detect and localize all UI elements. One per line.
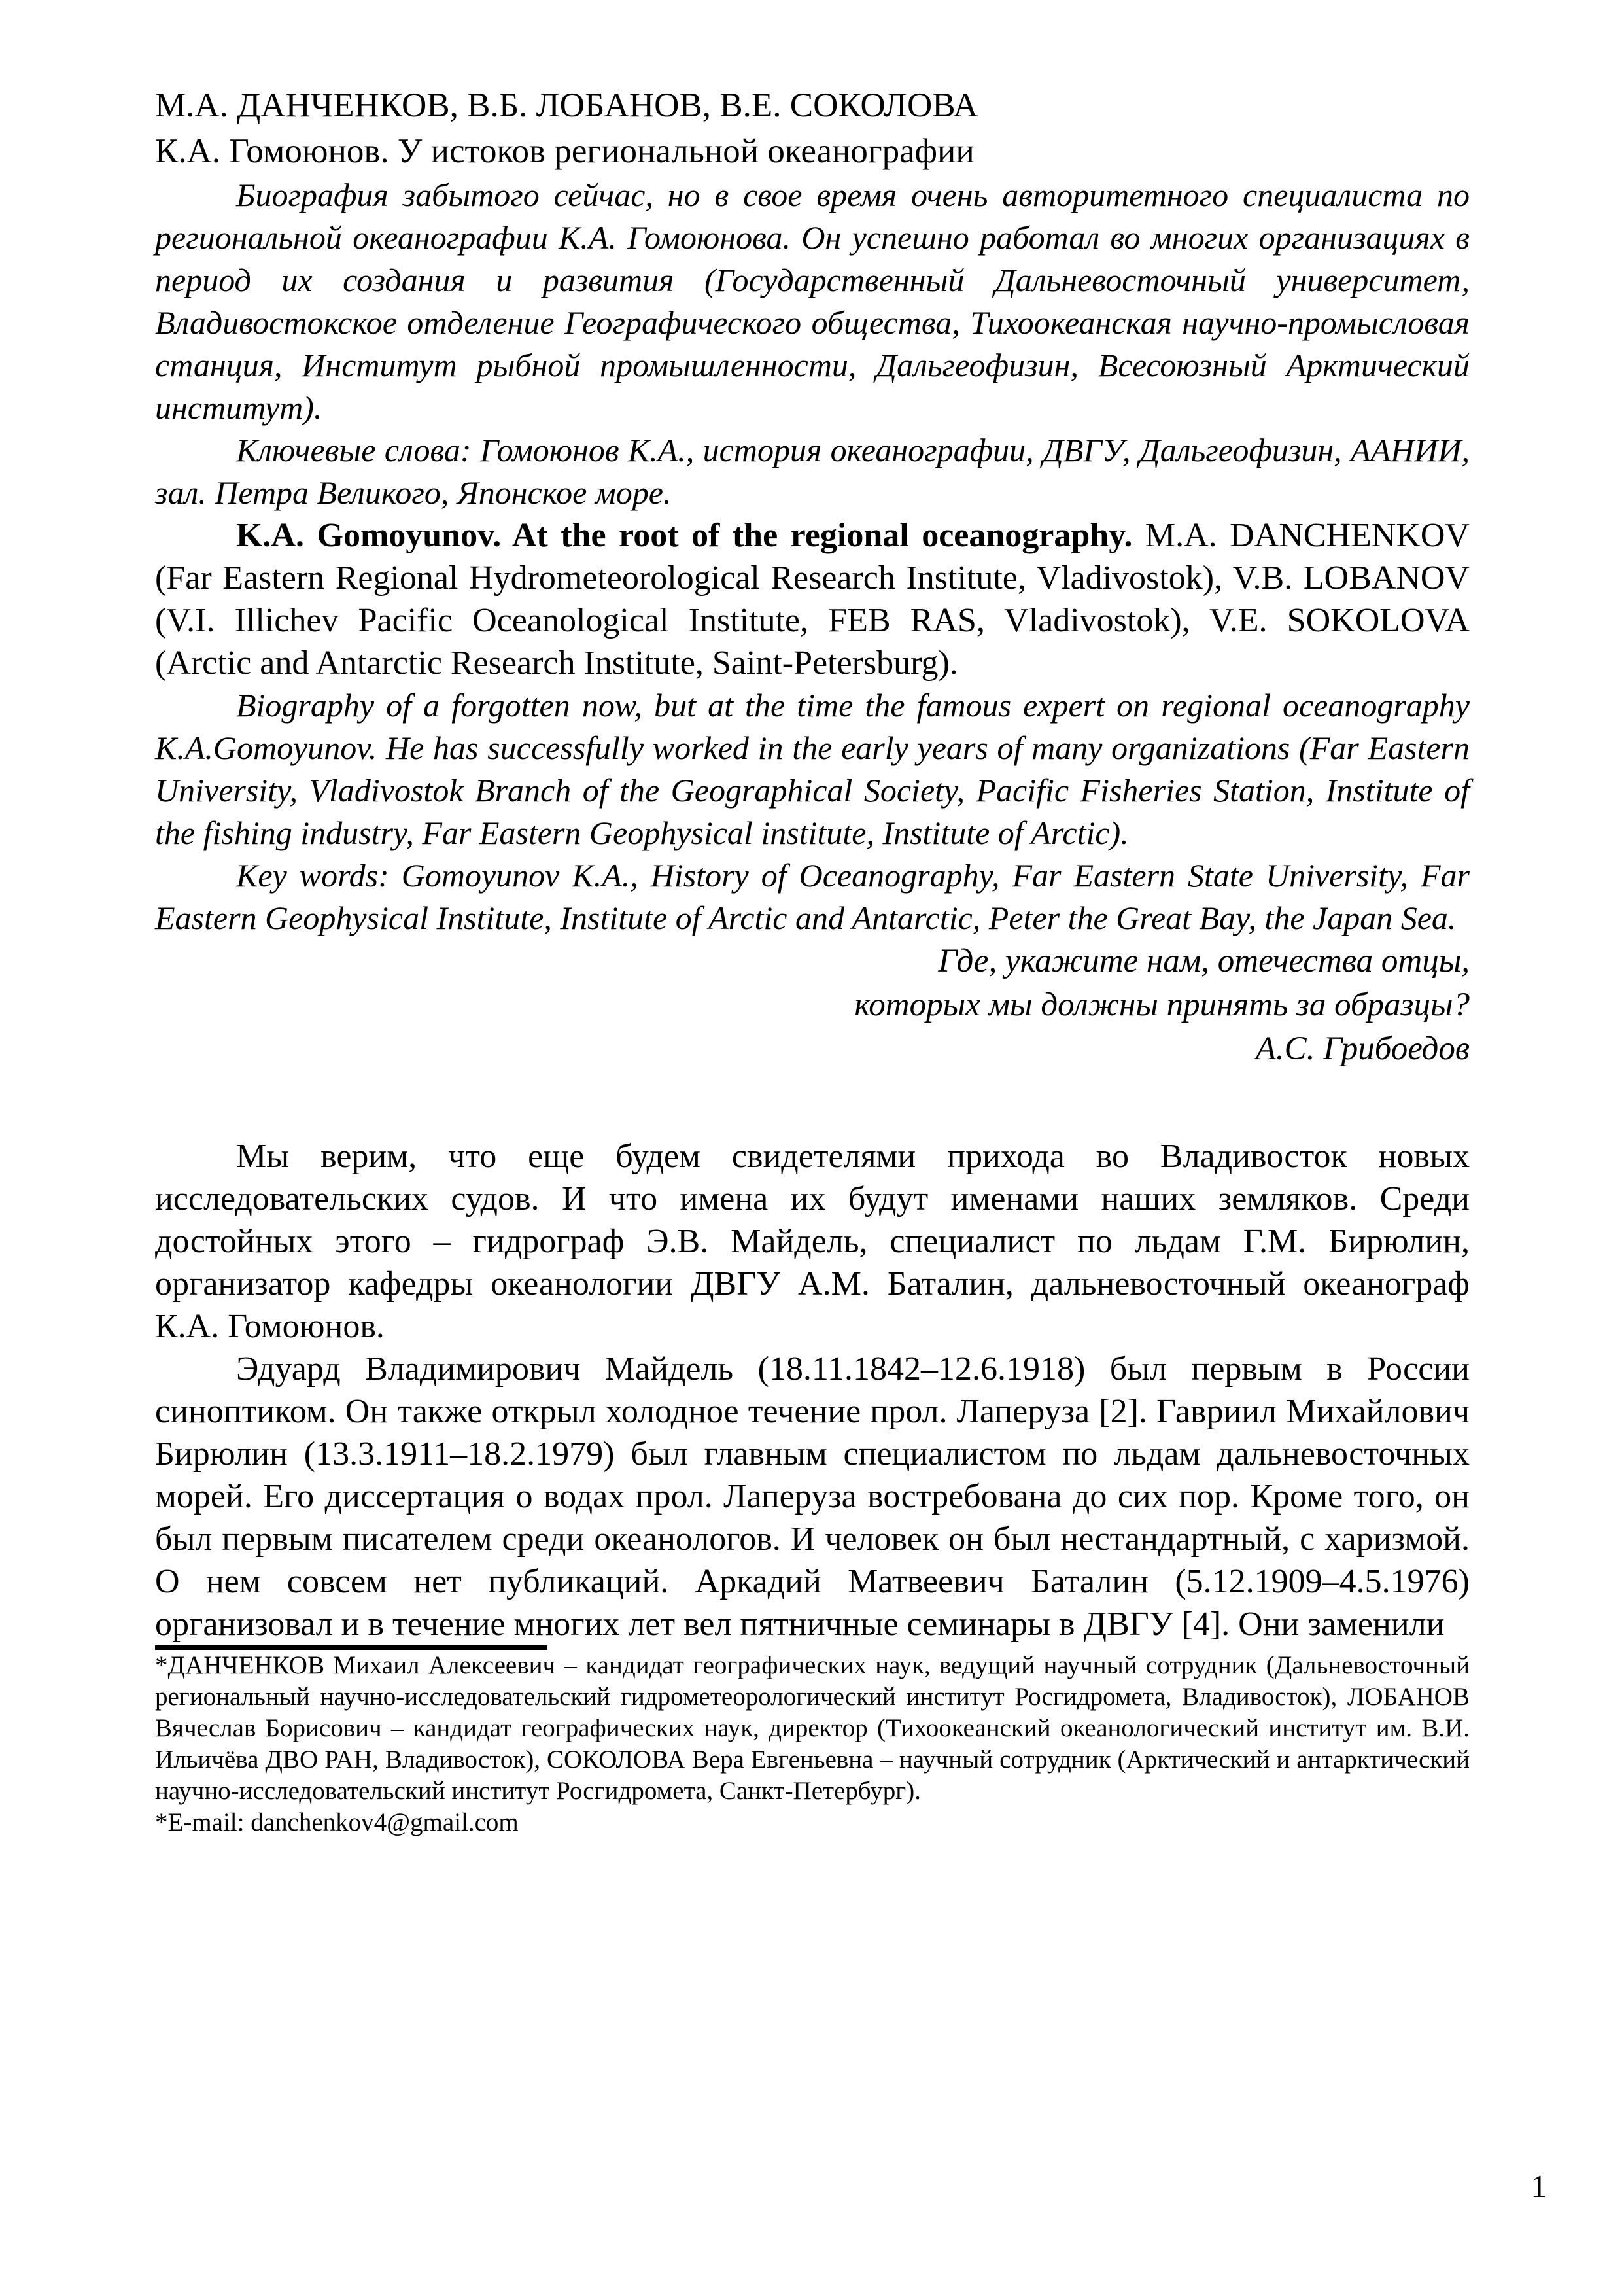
epigraph	[155, 939, 1470, 1071]
article-title-russian: К.А. Гомоюнов. У истоков региональной океанографии	[155, 132, 975, 170]
epigraph-line-2: которых мы должны принять за образцы?	[854, 987, 1470, 1023]
footnote-separator-line	[155, 1645, 547, 1650]
page-number: 1	[1530, 2168, 1547, 2204]
footnote-email: *E-mail: danchenkov4@gmail.com	[155, 1808, 519, 1836]
article-title-english: K.A. Gomoyunov. At the root of the regional oceanography.	[236, 517, 1133, 554]
article-header	[155, 82, 1470, 174]
epigraph-line-1: Где, укажите нам, отечества отцы,	[938, 943, 1470, 979]
abstract-english: Biography of a forgotten now, but at the time the famous expert on regional oceanography K.A.Gomoyunov. He has successfully worked in the early years of many organizations (Far Eastern University, Vladivostok Branch of the Geographical Society, Pacific Fisheries Station, Institute of the fishing industry, Far Eastern Geophysical institute, Institute of Arctic).	[155, 687, 1470, 851]
keywords-russian: Ключевые слова: Гомоюнов К.А., история океанографии, ДВГУ, Дальгеофизин, ААНИИ, зал. Петра Великого, Японское море.	[155, 432, 1470, 511]
english-citation-block	[155, 514, 1470, 684]
keywords-english: Key words: Gomoyunov K.A., History of Oceanography, Far Eastern State University, Far Eastern Geophysical Institute, Institute of Arctic and Antarctic, Peter the Great Bay, the Japan Sea.	[155, 857, 1470, 936]
body-paragraph-1: Мы верим, что еще будем свидетелями прихода во Владивосток новых исследовательских судов. И что имена их будут именами наших земляков. Среди достойных этого – гидрограф Э.В. Майдель, специалист по льдам Г.М. Бирюлин, организатор кафедры океанологии ДВГУ А.М. Баталин, дальневосточный океанограф К.А. Гомоюнов.	[155, 1138, 1470, 1345]
epigraph-attribution: А.С. Грибоедов	[1255, 1030, 1470, 1067]
authors-line-russian: М.А. ДАНЧЕНКОВ, В.Б. ЛОБАНОВ, В.Е. СОКОЛОВА	[155, 86, 978, 124]
body-paragraph-2: Эдуард Владимирович Майдель (18.11.1842–12.6.1918) был первым в России синоптиком. Он также открыл холодное течение прол. Лаперуза [2]. Гавриил Михайлович Бирюлин (13.3.1911–18.2.1979) был главным специалистом по льдам дальневосточных морей. Его диссертация о водах прол. Лаперуза востребована до сих пор. Кроме того, он был первым писателем среди океанологов. И человек он был нестандартный, с харизмой. О нем совсем нет публикаций. Аркадий Матвеевич Баталин (5.12.1909–4.5.1976) организовал и в течение многих лет вел пятничные семинары в ДВГУ [4]. Они заменили	[155, 1350, 1470, 1643]
authors-affiliations-english: M.A. DANCHENKOV (Far Eastern Regional Hydrometeorological Research Institute, Vladivostok), V.B. LOBANOV (V.I. Illichev Pacific Oceanological Institute, FEB RAS, Vladivostok), V.E. SOKOLOVA (Arctic and Antarctic Research Institute, Saint-Petersburg).	[155, 517, 1470, 682]
footnote-authors-info: *ДАНЧЕНКОВ Михаил Алексеевич – кандидат географических наук, ведущий научный сотрудник (Дальневосточный региональный научно-исследовательский гидрометеорологический институт Росгидромета, Владивосток), ЛОБАНОВ Вячеслав Борисович – кандидат географических наук, директор (Тихоокеанский океанологический институт им. В.И. Ильичёва ДВО РАН, Владивосток), СОКОЛОВА Вера Евгеньевна – научный сотрудник (Арктический и антарктический научно-исследовательский институт Росгидромета, Санкт-Петербург).	[155, 1651, 1470, 1805]
abstract-russian: Биография забытого сейчас, но в свое время очень авторитетного специалиста по региональной океанографии К.А. Гомоюнова. Он успешно работал во многих организациях в период их создания и развития (Государственный Дальневосточный университет, Владивостокское отделение Географического общества, Тихоокеанская научно-промысловая станция, Институт рыбной промышленности, Дальгеофизин, Всесоюзный Арктический институт).	[155, 177, 1470, 426]
footnote	[155, 1645, 1470, 1838]
